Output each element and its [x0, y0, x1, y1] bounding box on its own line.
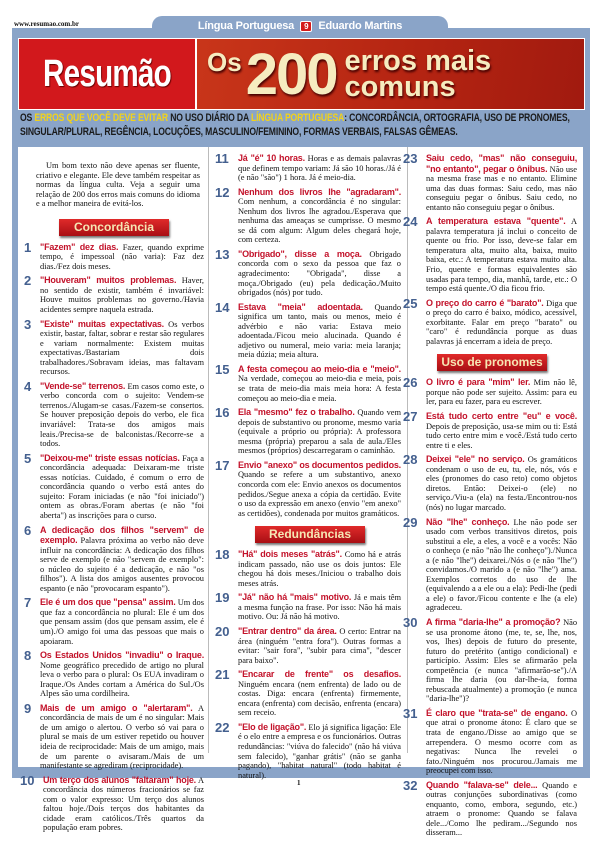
- item-title: "Entrar dentro" da área.: [238, 625, 337, 636]
- subtitle-text: NO USO DIÁRIO DA: [167, 112, 251, 124]
- item-number: 1: [24, 239, 32, 255]
- item-number: 23: [403, 151, 418, 166]
- item-number: 17: [215, 457, 230, 473]
- item-body: Haver, no sentido de existir, também é invariável: Houve muitos problemas no governo./Havia acidentes sempre naquela estrada.: [40, 276, 204, 315]
- item-body: Quando se refere a um substantivo, anexo concorda com ele: Envio anexos os documentos pedidos./Segue anexa a cópia da certidão. Evite o uso da expressão em anexo (envio "em anexo" as certidões), condenada por muitos gramáticos.: [238, 470, 401, 518]
- item-number: 15: [215, 361, 230, 377]
- item-body: Já e mais têm a mesma função na frase. Por isso: Não há mais motivo. Ou: Já não há motivo.: [238, 593, 402, 622]
- section-header: Redundâncias: [255, 526, 365, 543]
- list-item: [215, 184, 401, 245]
- item-title: A festa começou ao meio-dia e "meio".: [238, 363, 401, 374]
- list-item: [215, 299, 402, 360]
- item-title: Nenhum dos livros lhe "agradaram".: [238, 186, 401, 197]
- list-item: [24, 597, 204, 646]
- brand-logo: [19, 39, 197, 109]
- list-item: [24, 275, 204, 314]
- item-number: 22: [215, 719, 230, 735]
- item-title: Não "lhe" conheço.: [426, 516, 510, 527]
- subtitle-text: : CONCORDÂNCIA, ORTOGRAFIA, USO DE PRONOMES, SINGULAR/PLURAL, REGÊNCIA, LOCUÇÕES, MASCULINO/FEMININO, FORMAS VERBAIS, FALSAS GÊMEAS.: [20, 112, 570, 138]
- item-body: O certo: Entrar na área (ninguém "entra fora"). Outras formas a evitar: "sair fora", "subir para cima", "descer para baixo".: [238, 626, 402, 665]
- item-body: Quando significa um tanto, mais ou menos, meio é advérbio e não varia: Estava meio adoentada./Ficou meio alucinada. Quando é adjetivo ou numeral, meio varia: meia laranja; meia dúzia; meia altura.: [238, 302, 402, 360]
- author-label: Eduardo Martins: [318, 20, 403, 32]
- item-body: Nome geográfico precedido de artigo no plural leva o verbo para o plural: Os EUA invadiram o Iraque./Os Andes cortam a América do Sul./Os Alpes são uma cordilheira.: [40, 660, 204, 699]
- item-number: 2: [24, 273, 32, 289]
- item-title: É claro que "trata-se" de engano.: [426, 707, 568, 718]
- title-number: 200: [245, 41, 337, 107]
- item-body: Quando e outras conjunções subordinativas (como enquanto, como, embora, segundo, etc.) atraem o pronome: Quando se falava dele.../Como lhe pediram.../Segundo nos disseram...: [426, 780, 578, 838]
- item-title: "Obrigado", disse a moça.: [238, 248, 362, 259]
- item-title: "Elo de ligação".: [238, 721, 307, 732]
- list-item: [20, 772, 204, 833]
- intro-text: Um bom texto não deve apenas ser fluente, criativo e elegante. Ele deve também respeitar as normas da língua culta. Veja a seguir uma relação de 200 dos erros mais comuns do idioma e a melhor maneira de evitá-los.: [36, 161, 200, 209]
- item-title: Deixei "ele" no serviço.: [426, 454, 525, 465]
- subject-label: Língua Portuguesa: [197, 20, 295, 32]
- item-body: Não use na mesma frase mas e no entanto. Elimine uma das duas formas: Saiu cedo, mas não conseguiu pegar o ônibus. Saiu cedo, no entanto não conseguiu pegar o ônibus.: [426, 164, 578, 212]
- list-item: [24, 650, 204, 699]
- item-title: "Houveram" muitos problemas.: [40, 275, 177, 286]
- item-body: Palavra próxima ao verbo não deve influir na concordância: A dedicação dos filhos serve de exemplo (e não "servem de exemplo": o núcleo do sujeito é a dedicação, e não "os filhos"). A lista dos amigos ausentes provocou espanto (e não "provocaram espanto").: [40, 536, 205, 593]
- list-item: [403, 295, 578, 347]
- item-body: Fazer, quando exprime tempo, é impessoal (não varia): Faz dez dias./Fez dois meses.: [40, 242, 204, 271]
- list-item: [215, 623, 402, 665]
- item-body: Diga que o preço do carro é baixo, módico, acessível, exorbitante. Falar em preço "barato" ou "caro" é redundância porque as duas palavras já encerram a ideia de preço.: [426, 298, 578, 346]
- item-number: 12: [215, 184, 230, 200]
- item-title: Saiu cedo, "mas" não conseguiu, "no entanto", pegar o ônibus.: [426, 153, 577, 174]
- list-item: [215, 457, 401, 518]
- item-body: Quando vem depois de substantivo ou pronome, mesmo varia (equivale a próprio ou própria): A professora mesma (própria) preparou a sala de aula./Eles mesmos (próprios) descarregaram o caminhão.: [238, 408, 402, 456]
- title-banner: [18, 38, 585, 110]
- title-os: Os: [207, 47, 242, 77]
- item-number: 8: [24, 648, 32, 664]
- item-title: Está tudo certo entre "eu" e você.: [426, 411, 577, 422]
- section-header: Uso de pronomes: [437, 354, 547, 371]
- item-number: 3: [24, 316, 32, 332]
- page-title: [207, 39, 491, 109]
- list-item: [215, 719, 402, 780]
- column-1: [20, 153, 205, 837]
- list-item: [215, 246, 401, 298]
- item-title: A firma "daria-lhe" a promoção?: [426, 616, 561, 627]
- list-item: [403, 705, 577, 776]
- website-url: www.resumao.com.br: [14, 20, 80, 28]
- list-item: [403, 614, 578, 704]
- list-item: [403, 214, 577, 294]
- column-3: [403, 151, 578, 842]
- item-title: Ele é um dos que "pensa" assim.: [40, 597, 176, 608]
- item-title: "Há" dois meses "atrás".: [238, 549, 342, 560]
- item-number: 27: [403, 409, 418, 425]
- list-item: [215, 405, 402, 456]
- item-number: 28: [403, 452, 418, 468]
- item-body: Depois de preposição, usa-se mim ou ti: Está tudo certo entre mim e você./Está tudo certo entre ti e eles.: [426, 421, 577, 450]
- item-number: 20: [215, 623, 230, 639]
- item-body: A concordância de mais de um é no singular: Mais de um amigo o alertou. O verbo só vai para o plural se mais de um estiver repetido ou houver ideia de reciprocidade: Mais de um amigo, mais de um parente o avisaram./Mais de um manifestante se agrediram (reciprocidade).: [40, 703, 204, 771]
- item-body: Ninguém encara (nem enfrenta) de lado ou de costas. Diga: encara (enfrenta) firmemente, encara (enfrenta) com decisão, enfrenta (encara) sem receio.: [238, 679, 401, 718]
- item-body: Obrigado concorda com o sexo da pessoa que faz o agradecimento: "Obrigada", disse a moça./Obrigado (eu) pela dedicação./Muito obrigados (nós) por tudo.: [238, 249, 401, 298]
- item-body: Um dos que faz a concordância no plural: Ele é um dos que pensam assim (dos que pensam assim, ele é um)./O amigo foi uma das pessoas que mais o apoiaram.: [40, 598, 205, 646]
- item-number: 29: [403, 514, 418, 530]
- item-title: Os Estados Unidos "invadiu" o Iraque.: [40, 650, 204, 661]
- list-item: [24, 378, 205, 449]
- list-item: [24, 450, 204, 521]
- item-title: "Vende-se" terrenos.: [40, 380, 126, 391]
- item-title: Envio "anexo" os documentos pedidos.: [238, 459, 401, 470]
- item-number: 9: [24, 700, 32, 716]
- page-number: 1: [297, 779, 301, 787]
- list-item: [24, 239, 204, 272]
- column-2: [208, 147, 408, 780]
- item-number: 32: [403, 777, 418, 793]
- item-body: Com nenhum, a concordância é no singular: Nenhum dos livros lhe agradou./Esperava que nenhuma das ameaças se cumprisse. O mesmo se dá com algum: Algum deles chegará hoje, com certeza.: [238, 197, 401, 245]
- item-number: 25: [403, 295, 418, 311]
- subtitle-highlight: ERROS QUE VOCÊ DEVE EVITAR: [34, 112, 168, 124]
- item-body: Na verdade, começou ao meio-dia e meia, pois se trata de meio-dia mais meia hora: A festa começou ao meio-dia e meia.: [238, 374, 401, 403]
- item-number: 18: [215, 547, 230, 563]
- list-item: [403, 514, 577, 613]
- subtitle-text: OS: [20, 112, 35, 124]
- item-body: Mim não lê, porque não pode ser sujeito. Assim: para eu ler, para eu fazer, para eu escrever.: [426, 378, 577, 407]
- list-item: [215, 667, 401, 718]
- list-item: [215, 547, 401, 588]
- item-body: Como há e atrás indicam passado, não use os dois juntos: Ele chegou há dois meses./Iniciou o trabalho dois meses atrás.: [238, 550, 401, 588]
- item-title: Um terço dos alunos "faltaram" hoje.: [43, 774, 196, 785]
- item-body: Faça a concordância adequada: Deixaram-me triste essas notícias. Cuidado, é comum o erro de concordância quando o verbo está antes do sujeito: Foram iniciadas (e não "foi iniciado") ontem as obras./Foram abertas (e não "foi aberta") as inscrições para o curso.: [40, 453, 204, 520]
- list-item: [215, 151, 401, 183]
- item-title: "Encarar de frente" os desafios.: [238, 669, 401, 680]
- item-number: 26: [403, 375, 418, 391]
- item-title: O livro é para "mim" ler.: [426, 377, 531, 388]
- item-number: 19: [215, 590, 230, 606]
- item-body: Os verbos existir, bastar, faltar, sobrar e restar são regulares e variam normalmente: Existem muitas expectativas./Bastariam dois trabalhadores./Sobravam ideias, mas faltavam recursos.: [40, 319, 204, 377]
- item-title: Quando "falava-se" dele...: [426, 779, 538, 790]
- item-title: Já "é" 10 horas.: [238, 153, 305, 163]
- item-body: A palavra temperatura já inclui o conceito de quente ou frio. Por isso, deve-se falar em temperatura alta, muito alta, baixa, muito baixa, etc.: A temperatura estava muito alta. Frio, quente e formas equivalentes são usadas para tempo, dia, manhã, tarde, etc.: O tempo está quente./O dia ficou frio.: [426, 217, 577, 294]
- subtitle-highlight: LÍNGUA PORTUGUESA: [250, 112, 345, 124]
- item-number: 21: [215, 667, 230, 683]
- section-header: Concordância: [59, 219, 169, 236]
- item-body: Elo já significa ligação: Ele é o elo entre a empresa e os funcionários. Outras redundâncias: "viúva do falecido" (não há viúva sem falecido), "ganhar grátis" (não se ganha pagando), "habitat natural" (todo habitat é natural).: [238, 722, 402, 780]
- list-item: [403, 151, 578, 212]
- title-line-1: erros mais: [344, 45, 492, 77]
- item-number: 14: [215, 299, 230, 315]
- item-number: 30: [403, 614, 418, 630]
- item-title: O preço do carro é "barato".: [426, 297, 544, 308]
- list-item: [24, 700, 204, 771]
- item-number: 10: [20, 772, 35, 788]
- item-number: 24: [403, 214, 418, 230]
- item-number: 16: [215, 405, 230, 421]
- item-title: "Fazem" dez dias.: [40, 241, 119, 252]
- list-item: [215, 361, 401, 403]
- item-body: A concordância dos números fracionários se faz com o valor expresso: Um terço dos alunos faltou hoje./Dois terços dos habitantes da cidade eram católicos./Três quartos da população eram pobres.: [43, 775, 204, 833]
- item-title: A temperatura estava "quente".: [426, 216, 566, 227]
- item-number: 11: [215, 151, 229, 166]
- item-body: Lhe não pode ser usado com verbos transitivos diretos, pois substitui a ele, a eles, a você e a vocês: Não o conheço (e não "não lhe conheço")./Nunca a (e não "lhe") deixarei./Nós o (e não "lhe") convidamos./O marido a (e não "lhe") ama. Exemplos corretos do uso de lhe (equivalendo a a ele ou a ela): Pedi-lhe (pedi a ele) o favor./Ficou contente e lhe (a ele) agradeceu.: [426, 517, 577, 613]
- item-number: 31: [403, 705, 418, 721]
- item-body: Não se usa pronome átono (me, te, se, lhe, nos, vos, lhes) depois de futuro do presente, futuro do pretérito (antigo condicional) e particípio. Assim: Eles se afirmarão pela competência (e nunca "afirmarão-se")./A firma lhe daria (ou dar-lhe-ia, forma rebuscada atualmente) a promoção (e nunca "daria-lhe")?: [426, 617, 578, 704]
- list-item: [403, 409, 577, 450]
- item-title: "Deixou-me" triste essas notícias.: [40, 452, 180, 463]
- item-title: A dedicação dos filhos "servem" de exemplo.: [40, 524, 204, 546]
- item-title: Ela "mesmo" fez o trabalho.: [238, 407, 355, 418]
- header-tab: [152, 16, 448, 36]
- volume-badge: 9: [300, 21, 312, 32]
- item-body: Em casos como este, o verbo concorda com o sujeito: Vendem-se terrenos./Alugam-se casas./Fazem-se consertos. Se houver preposição depois do verbo, ele fica invariável: Trata-se dos amigos mais leais./Precisa-se de balconistas./Recorre-se a todos.: [40, 381, 205, 449]
- list-item: [403, 777, 578, 838]
- list-item: [403, 375, 577, 407]
- item-title: "Existe" muitas expectativas.: [40, 318, 164, 329]
- list-item: [24, 316, 204, 377]
- item-number: 13: [215, 246, 230, 262]
- item-body: Os gramáticos condenam o uso de eu, tu, ele, nós, vós e eles (pronomes do caso reto) como objetos diretos. Então: Deixei-o (ele) no serviço./Viu-a (ela) na festa./Encontrou-nos (nós) no lugar marcado.: [426, 455, 577, 512]
- item-title: "Já" não há "mais" motivo.: [238, 592, 352, 603]
- item-number: 6: [24, 522, 32, 538]
- title-line-2: comuns: [344, 71, 456, 103]
- list-item: [403, 452, 577, 512]
- item-number: 4: [24, 378, 32, 394]
- list-item: [24, 522, 205, 594]
- list-item: [215, 590, 402, 622]
- item-body: O que atrai o pronome átono: É claro que se trata de engano./Disse ao amigo que se arrependera. O mesmo ocorre com as negativas: Nunca lhe revelei o fato./Ninguém nos procurou./Jamais me preocupei com isso.: [426, 708, 577, 776]
- item-number: 5: [24, 450, 32, 466]
- item-title: Estava "meia" adoentada.: [238, 301, 363, 312]
- item-body: Horas e as demais palavras que definem tempo variam: Já são 10 horas./Já é (e não "são") 1 hora. Já é meio-dia.: [238, 154, 401, 183]
- subtitle: [20, 111, 582, 139]
- item-title: Mais de um amigo o "alertaram".: [40, 702, 193, 713]
- brand-name: Resumão: [43, 52, 171, 95]
- item-number: 7: [24, 595, 32, 611]
- content-area: [18, 147, 583, 838]
